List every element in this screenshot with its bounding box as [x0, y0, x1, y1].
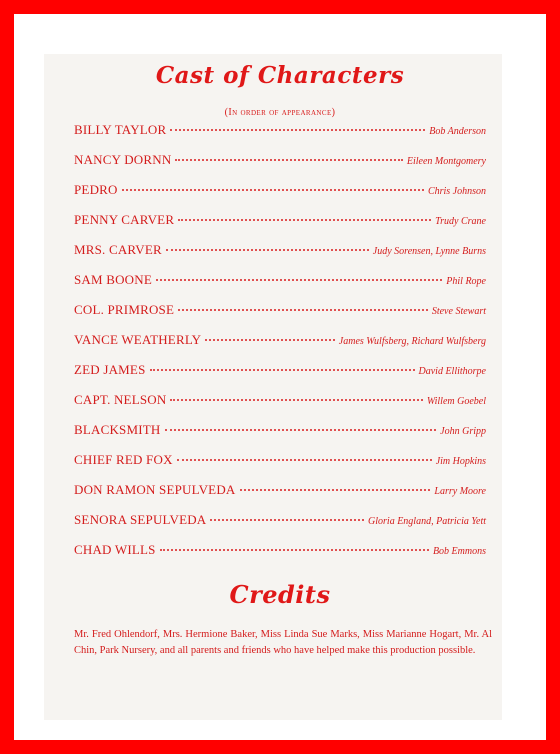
role-name: SAM BOONE: [74, 272, 153, 287]
leader-dots: [240, 479, 431, 491]
cast-row: [74, 332, 486, 350]
role-name: CHIEF RED FOX: [74, 452, 173, 467]
cast-subtitle: (In order of appearance): [224, 107, 336, 118]
actor-name: Phil Rope: [446, 276, 486, 287]
actor-name: Trudy Crane: [435, 216, 486, 227]
role-name: PEDRO: [74, 182, 118, 197]
cast-row: [74, 362, 486, 380]
cast-row: [74, 302, 486, 320]
actor-name: David Ellithorpe: [418, 366, 486, 377]
role-name: BLACKSMITH: [74, 422, 161, 437]
actor-name: Larry Moore: [434, 486, 486, 497]
cast-row: [74, 392, 486, 410]
actor-name: Chris Johnson: [427, 186, 486, 197]
actor-name: Steve Stewart: [431, 306, 486, 317]
role-name: BILLY TAYLOR: [74, 122, 167, 137]
actor-name: James Wulfsberg, Richard Wulfsberg: [338, 336, 486, 347]
role-name: DON RAMON SEPULVEDA: [74, 482, 236, 497]
role-name: VANCE WEATHERLY: [74, 332, 202, 347]
actor-name: John Gripp: [440, 426, 486, 437]
leader-dots: [178, 209, 431, 221]
cast-row: [74, 512, 486, 530]
cast-row: [74, 182, 486, 200]
leader-dots: [165, 419, 437, 431]
leader-dots: [160, 539, 429, 551]
role-name: CAPT. NELSON: [74, 392, 167, 407]
leader-dots: [170, 119, 425, 131]
cast-row: [74, 122, 486, 140]
role-name: ZED JAMES: [74, 362, 146, 377]
leader-dots: [178, 299, 428, 311]
leader-dots: [122, 179, 424, 191]
leader-dots: [210, 509, 364, 521]
leader-dots: [170, 389, 422, 401]
actor-name: Bob Anderson: [429, 126, 486, 137]
cast-title: Cast of Characters: [155, 62, 405, 89]
leader-dots: [175, 149, 402, 161]
role-name: SENORA SEPULVEDA: [74, 512, 207, 527]
credits-title: Credits: [229, 580, 331, 609]
cast-row: [74, 242, 486, 260]
credits-text: Mr. Fred Ohlendorf, Mrs. Hermione Baker, Miss Linda Sue Marks, Miss Marianne Hogart, Mr. Al Chin, Park Nursery, and all parents and friends who have helped make this production possible.: [74, 629, 492, 656]
actor-name: Judy Sorensen, Lynne Burns: [372, 246, 486, 257]
role-name: PENNY CARVER: [74, 212, 175, 227]
cast-row: [74, 542, 486, 560]
cast-row: [74, 272, 486, 290]
actor-name: Bob Emmons: [432, 546, 486, 557]
role-name: MRS. CARVER: [74, 242, 162, 257]
cast-row: [74, 152, 486, 170]
actor-name: Gloria England, Patricia Yett: [368, 516, 486, 527]
role-name: CHAD WILLS: [74, 542, 156, 557]
role-name: NANCY DORNN: [74, 152, 172, 167]
cast-row: [74, 452, 486, 470]
cast-row: [74, 212, 486, 230]
leader-dots: [166, 239, 369, 251]
leader-dots: [156, 269, 442, 281]
cast-row: [74, 422, 486, 440]
leader-dots: [150, 359, 415, 371]
actor-name: Jim Hopkins: [435, 456, 486, 467]
cast-row: [74, 482, 486, 500]
leader-dots: [205, 329, 335, 341]
leader-dots: [177, 449, 432, 461]
actor-name: Willem Goebel: [426, 396, 486, 407]
role-name: COL. PRIMROSE: [74, 302, 175, 317]
actor-name: Eileen Montgomery: [406, 156, 486, 167]
